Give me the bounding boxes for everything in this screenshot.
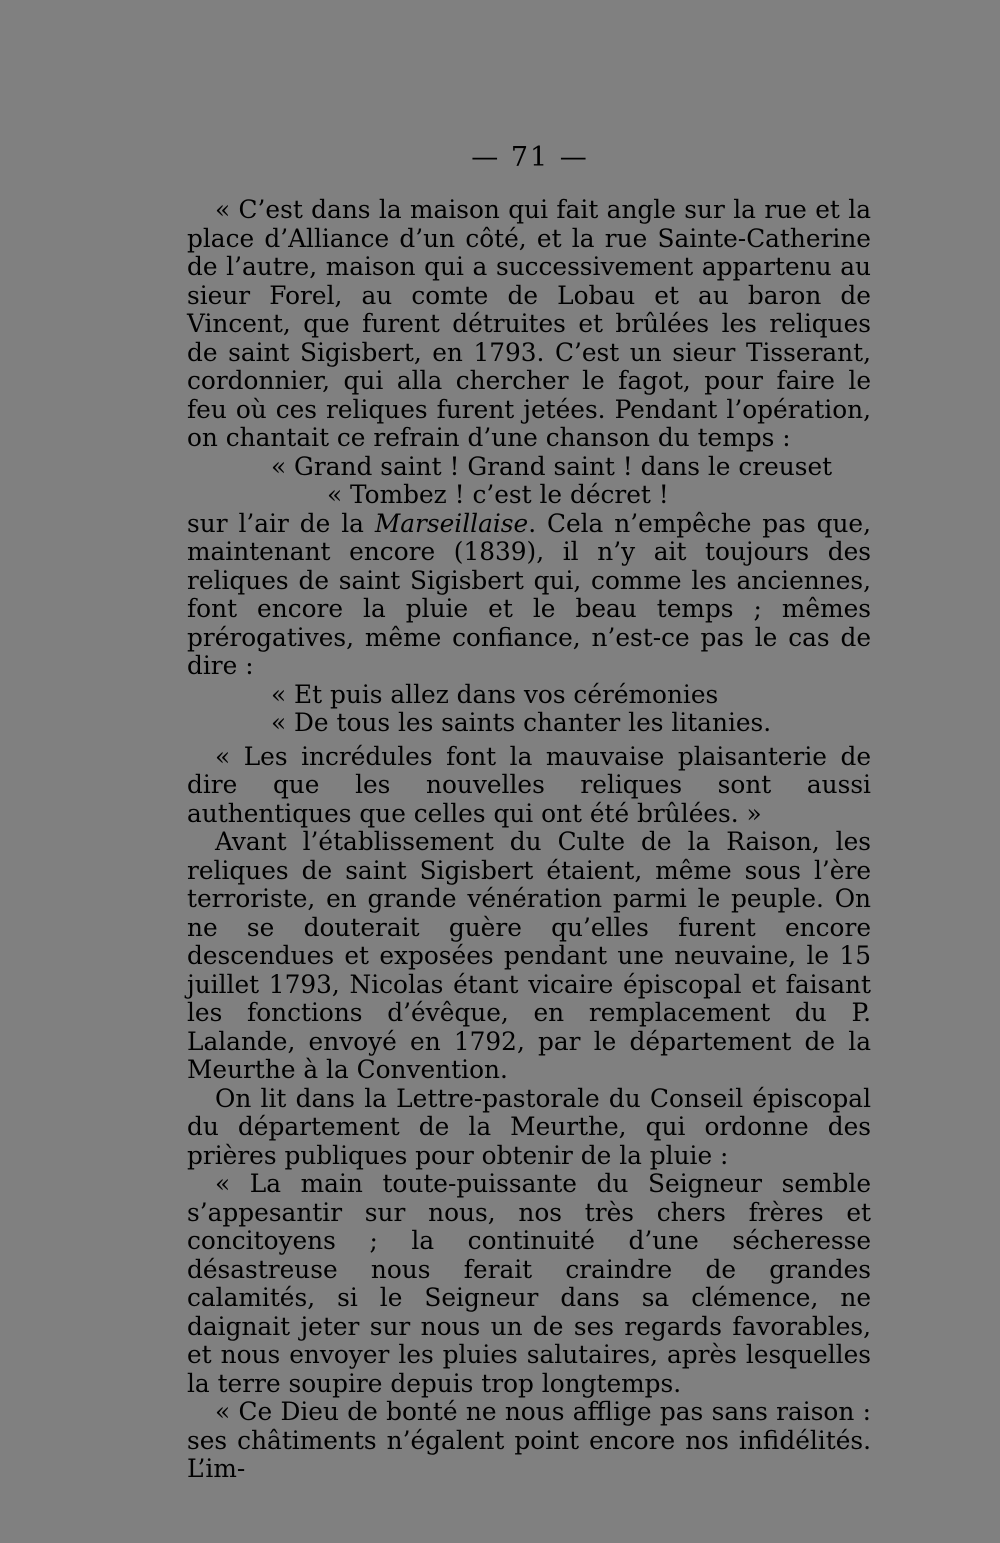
paragraph-1: « C’est dans la maison qui fait angle sur la rue et la place d’Alliance d’un côté, et la rue Sainte-Catherine de l’autre, maison qui a successivement appartenu au sieur Forel, au comte de Lobau et au baron de Vincent, que furent détruites et brûlées les reliques de saint Sigisbert, en 1793. C’est un sieur Tisserant, cordonnier, qui alla chercher le fagot, pour faire le feu où ces reliques furent jetées. Pendant l’opération, on chantait ce refrain d’une chanson du temps : — [187, 195, 871, 452]
paragraph-3: « Les incrédules font la mauvaise plaisanterie de dire que les nouvelles reliques sont aussi authentiques que celles qui ont été brûlées. » — [187, 741, 871, 828]
verse-line-4: « De tous les saints chanter les litanies. — [271, 708, 772, 737]
verse-line-2: « Tombez ! c’est le décret ! — [327, 480, 669, 509]
paragraph-2 — [187, 510, 871, 681]
paragraph-7: « Ce Dieu de bonté ne nous afflige pas sans raison : ses châtiments n’égalent point encore nos infidélités. L’im- — [187, 1397, 871, 1483]
paragraph-2-rest: . Cela n’empêche pas que, maintenant encore (1839), il n’y ait toujours des reliques de saint Sigisbert qui, comme les anciennes, font encore la pluie et le beau temps ; mêmes prérogatives, même confiance, n’est-ce pas le cas de dire : — [187, 508, 871, 680]
paragraph-2-start: sur l’air de la — [187, 508, 375, 538]
paragraph-4: Avant l’établissement du Culte de la Raison, les reliques de saint Sigisbert étaient, même sous l’ère terroriste, en grande vénération parmi le peuple. On ne se douterait guère qu’elles furent encore descendues et exposées pendant une neuvaine, le 15 juillet 1793, Nicolas étant vicaire épiscopal et faisant les fonctions d’évêque, en remplacement du P. Lalande, envoyé en 1792, par le département de la Meurthe à la Convention. — [187, 827, 871, 1084]
paragraph-6: « La main toute-puissante du Seigneur semble s’appesantir sur nous, nos très chers frères et concitoyens ; la continuité d’une sécheresse désastreuse nous ferait craindre de grandes calamités, si le Seigneur dans sa clémence, ne daignait jeter sur nous un de ses regards favorables, et nous envoyer les pluies salutaires, après lesquelles la terre soupire depuis trop longtemps. — [187, 1169, 871, 1398]
body-text — [187, 196, 871, 1484]
verse-line-1: « Grand saint ! Grand saint ! dans le creuset — [271, 451, 833, 481]
verse-line-3: « Et puis allez dans vos cérémonies — [271, 679, 719, 709]
song-title: Marseillaise — [374, 508, 529, 538]
paragraph-5: On lit dans la Lettre-pastorale du Conseil épiscopal du département de la Meurthe, qui ordonne des prières publiques pour obtenir de la pluie : — [187, 1083, 871, 1170]
page-number: — 71 — — [471, 142, 589, 173]
